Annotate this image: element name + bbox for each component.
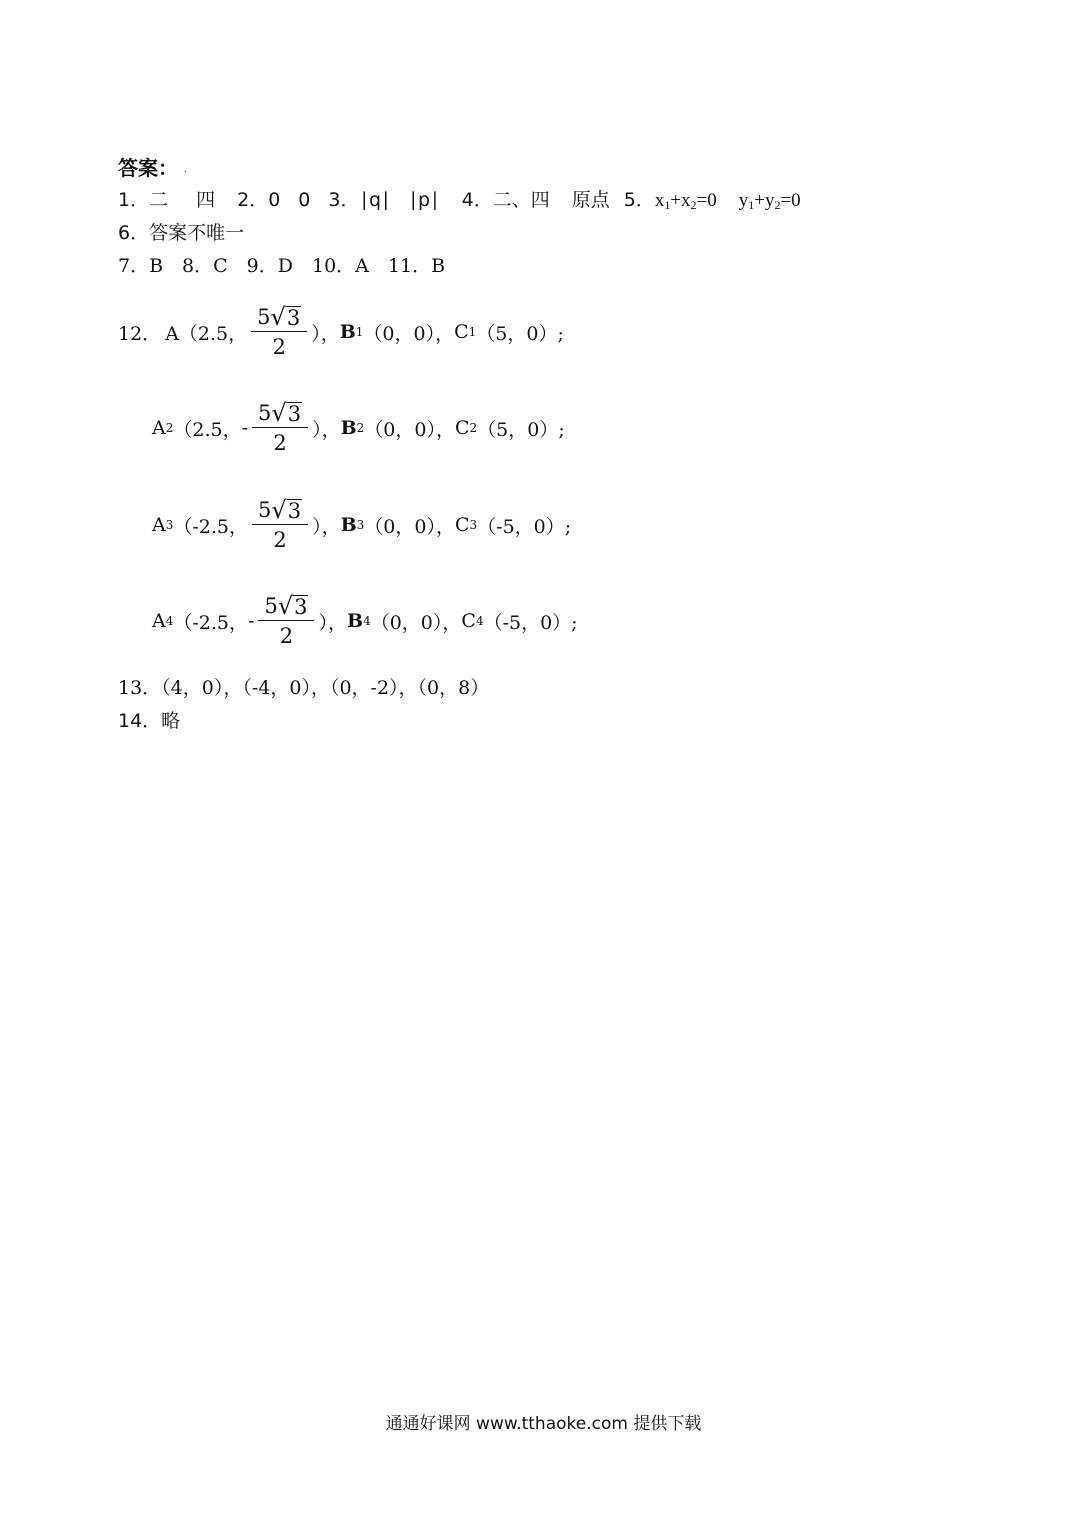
fraction-5-root3-over-2 — [252, 498, 308, 552]
title-dot: . — [184, 164, 187, 175]
answer-4: 4．二、四 — [461, 189, 550, 211]
answer-title — [118, 152, 187, 181]
answer-13: 13．（4，0），（-4，0），（0，-2），（0，8） — [118, 677, 490, 699]
point-a3-value: （-2.5， — [173, 515, 249, 538]
radicand: 3 — [294, 595, 308, 619]
point-c1-value: （5，0）; — [476, 322, 564, 345]
point-a2: A — [152, 417, 166, 439]
point-a2-value: （2.5， — [173, 418, 242, 441]
numerator-coeff: 5 — [258, 401, 272, 425]
point-c2-sub: 2 — [469, 421, 478, 435]
answer-3a: ∣q∣ — [359, 189, 391, 211]
point-c1: C — [454, 321, 469, 343]
radicand: 3 — [287, 499, 302, 523]
footer-source: 通通好课网 www.tthaoke.com 提供下载 — [385, 1414, 702, 1434]
answers-1-5 — [118, 188, 801, 217]
point-a3-sub: 3 — [165, 518, 174, 532]
point-b3-value: （0，0）， — [364, 515, 455, 538]
answer-4b: 原点 — [571, 189, 610, 211]
answer-5: 5． — [623, 189, 655, 211]
answer-12-row-3 — [152, 498, 571, 552]
answer-14: 14．略 — [118, 710, 181, 732]
close-paren: ）， — [318, 611, 347, 634]
y-eq: =0 — [780, 190, 801, 211]
point-c1-sub: 1 — [468, 325, 477, 339]
answer-6: 6．答案不唯一 — [118, 222, 245, 244]
point-b4-value: （0，0）， — [370, 611, 462, 634]
radicand: 3 — [286, 306, 301, 330]
point-c4-sub: 4 — [475, 614, 484, 628]
answer-5-y — [739, 190, 801, 211]
answer-3: 3． — [328, 189, 360, 211]
point-c3-value: （-5，0）; — [477, 515, 572, 538]
answer-12-label: 12． — [118, 322, 162, 345]
numerator-coeff: 5 — [257, 305, 271, 329]
point-c4-value: （-5，0）; — [483, 611, 578, 634]
sqrt-symbol: √ 3 — [271, 496, 302, 524]
answer-title-text: 答案： — [118, 156, 178, 180]
point-c2: C — [454, 417, 470, 439]
point-b1: B — [339, 321, 356, 343]
point-b3: B — [340, 514, 357, 536]
point-c3: C — [454, 514, 470, 536]
fraction-numerator — [251, 305, 307, 331]
answer-12-row-1 — [118, 305, 564, 359]
point-b4-sub: 4 — [363, 614, 371, 628]
close-paren: ）， — [312, 515, 341, 538]
answer-1: 1．二 — [118, 189, 169, 211]
answer-1b: 四 — [196, 189, 216, 211]
numerator-coeff: 5 — [264, 594, 278, 618]
fraction-denominator: 2 — [272, 335, 286, 359]
point-b3-sub: 3 — [356, 518, 365, 532]
numerator-coeff: 5 — [258, 498, 272, 522]
fraction-numerator — [258, 594, 314, 620]
point-a2-sub: 2 — [165, 421, 174, 435]
x-eq: =0 — [696, 190, 717, 211]
answer-3b: ∣p∣ — [408, 189, 440, 211]
fraction-denominator: 2 — [279, 624, 294, 648]
answer-12-row-4 — [152, 594, 578, 648]
answers-7-11: 7．B 8．C 9．D 10．A 11．B — [118, 255, 446, 277]
point-b2-sub: 2 — [356, 421, 365, 435]
y2-sub: 2 — [774, 198, 781, 212]
point-b2: B — [340, 417, 357, 439]
point-c2-value: （5，0）; — [477, 418, 565, 441]
point-a4: A — [152, 610, 166, 632]
point-b4: B — [347, 610, 364, 632]
fraction-denominator: 2 — [273, 528, 287, 552]
y2-var: +y — [754, 190, 775, 211]
x2-var: +x — [670, 190, 691, 211]
point-a4-sub: 4 — [165, 614, 174, 628]
sqrt-symbol: √ 3 — [271, 399, 302, 427]
negative-sign: - — [241, 417, 249, 439]
sqrt-symbol: √ 3 — [277, 592, 308, 620]
answer-12-row-2 — [152, 401, 565, 455]
point-b1-sub: 1 — [355, 325, 364, 339]
close-paren: ）， — [312, 418, 341, 441]
close-paren: ）， — [311, 322, 340, 345]
point-c4: C — [461, 610, 476, 632]
y1-var: y — [738, 190, 749, 211]
sqrt-symbol: √ 3 — [270, 303, 301, 331]
x1-sub: 1 — [664, 198, 671, 212]
fraction-numerator — [252, 498, 308, 524]
point-b2-value: （0，0）， — [364, 418, 455, 441]
radicand: 3 — [287, 402, 302, 426]
negative-sign: - — [248, 610, 255, 632]
fraction-5-root3-over-2 — [251, 305, 307, 359]
x2-sub: 2 — [690, 198, 697, 212]
answer-2b: 0 — [298, 189, 311, 211]
point-c3-sub: 3 — [469, 518, 478, 532]
y1-sub: 1 — [748, 198, 755, 212]
x1-var: x — [654, 190, 665, 211]
point-a3: A — [152, 514, 166, 536]
fraction-numerator — [252, 401, 308, 427]
fraction-denominator: 2 — [273, 431, 287, 455]
point-a1-label: A（2.5， — [165, 322, 248, 345]
fraction-5-root3-over-2 — [258, 594, 314, 648]
answer-5-x — [655, 190, 717, 211]
point-b1-value: （0，0）， — [363, 322, 455, 345]
answer-2: 2．0 — [237, 189, 281, 211]
point-a4-value: （-2.5， — [173, 611, 249, 634]
fraction-5-root3-over-2 — [252, 401, 308, 455]
